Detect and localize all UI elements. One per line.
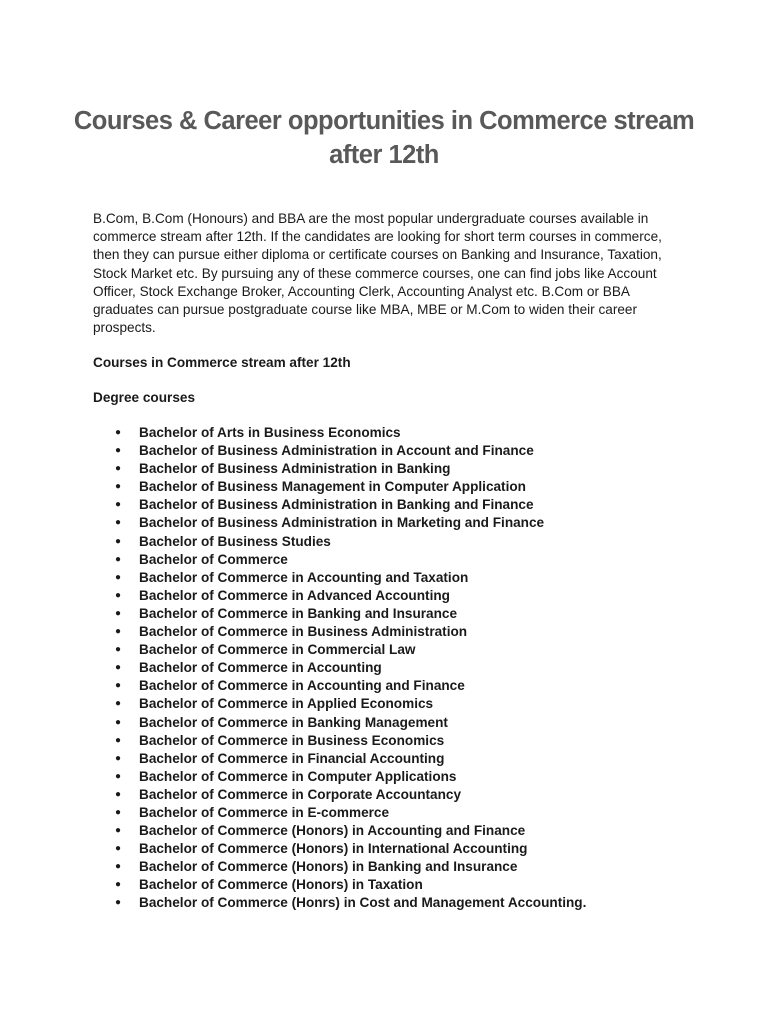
course-name: Bachelor of Business Studies <box>139 533 331 549</box>
list-item <box>93 478 693 496</box>
bullet-icon: ● <box>115 445 122 457</box>
list-item <box>93 569 693 587</box>
bullet-icon: ● <box>115 662 122 674</box>
course-name: Bachelor of Commerce in Applied Economics <box>139 696 434 712</box>
list-item <box>93 768 693 786</box>
list-item <box>93 786 693 804</box>
course-name: Bachelor of Commerce (Honors) in Taxation <box>139 877 423 893</box>
course-name: Bachelor of Business Administration in Banking <box>139 461 451 477</box>
bullet-icon: ● <box>115 716 122 728</box>
list-item <box>93 514 693 532</box>
course-name: Bachelor of Arts in Business Economics <box>139 425 401 440</box>
list-item <box>93 804 693 822</box>
bullet-icon: ● <box>115 644 122 656</box>
course-name: Bachelor of Commerce in Accounting <box>139 660 382 676</box>
bullet-icon: ● <box>115 463 122 475</box>
subsection-heading: Degree courses <box>93 390 196 405</box>
course-name: Bachelor of Commerce (Honrs) in Cost and Management Accounting. <box>139 895 587 911</box>
list-item <box>93 605 693 623</box>
bullet-icon: ● <box>115 861 122 873</box>
list-item <box>93 496 693 514</box>
bullet-icon: ● <box>115 499 122 511</box>
bullet-icon: ● <box>115 806 122 818</box>
bullet-icon: ● <box>115 698 122 710</box>
list-item <box>93 822 693 840</box>
list-item <box>93 623 693 641</box>
bullet-icon: ● <box>115 897 122 909</box>
list-item <box>93 659 693 677</box>
list-item <box>93 858 693 876</box>
course-name: Bachelor of Commerce (Honors) in Banking and Insurance <box>139 859 518 875</box>
bullet-icon: ● <box>115 626 122 638</box>
bullet-icon: ● <box>115 788 122 800</box>
course-name: Bachelor of Commerce (Honors) in Accounting and Finance <box>139 823 526 839</box>
course-name: Bachelor of Commerce in E-commerce <box>139 804 390 820</box>
bullet-icon: ● <box>115 734 122 746</box>
course-name: Bachelor of Commerce in Accounting and Taxation <box>139 569 469 585</box>
list-item <box>93 533 693 551</box>
course-name: Bachelor of Commerce in Computer Applications <box>139 768 457 784</box>
course-name: Bachelor of Business Administration in Marketing and Finance <box>139 515 545 531</box>
course-name: Bachelor of Commerce in Accounting and Finance <box>139 678 465 694</box>
list-item <box>93 714 693 732</box>
section-heading: Courses in Commerce stream after 12th <box>93 355 351 370</box>
list-item <box>93 732 693 750</box>
bullet-icon: ● <box>115 553 122 565</box>
course-name: Bachelor of Commerce in Banking and Insurance <box>139 605 458 621</box>
course-name: Bachelor of Commerce in Commercial Law <box>139 642 416 658</box>
list-item <box>93 424 693 442</box>
bullet-icon: ● <box>115 879 122 891</box>
course-name: Bachelor of Commerce <box>139 551 288 567</box>
bullet-icon: ● <box>115 680 122 692</box>
course-name: Bachelor of Commerce in Corporate Accountancy <box>139 786 462 802</box>
bullet-icon: ● <box>115 535 122 547</box>
bullet-icon: ● <box>115 770 122 782</box>
list-item <box>93 587 693 605</box>
list-item <box>93 750 693 768</box>
list-item <box>93 876 693 894</box>
list-item <box>93 840 693 858</box>
page-title: Courses & Career opportunities in Commerce stream after 12th <box>73 107 695 169</box>
bullet-icon: ● <box>115 517 122 529</box>
bullet-icon: ● <box>115 571 122 583</box>
course-name: Bachelor of Business Management in Computer Application <box>139 479 526 495</box>
list-item <box>93 677 693 695</box>
course-name: Bachelor of Commerce in Business Administration <box>139 624 468 640</box>
list-item <box>93 442 693 460</box>
bullet-icon: ● <box>115 843 122 855</box>
course-name: Bachelor of Commerce in Financial Accounting <box>139 750 445 766</box>
bullet-icon: ● <box>115 481 122 493</box>
course-name: Bachelor of Commerce (Honors) in International Accounting <box>139 841 528 857</box>
bullet-icon: ● <box>115 589 122 601</box>
course-name: Bachelor of Business Administration in Banking and Finance <box>139 497 534 513</box>
bullet-icon: ● <box>115 427 122 438</box>
course-name: Bachelor of Commerce in Business Economics <box>139 732 445 748</box>
intro-paragraph: B.Com, B.Com (Honours) and BBA are the most popular undergraduate courses available in commerce stream after 12th. If the candidates are looking for short term courses in commerce, then they can pursue either diploma or certificate courses on Banking and Insurance, Taxation, Stock Market etc. By pursuing any of these commerce courses, one can find jobs like Account Officer, Stock Exchange Broker, Accounting Clerk, Accounting Analyst etc. B.Com or BBA graduates can pursue postgraduate course like MBA, MBE or M.Com to widen their career prospects. <box>93 211 662 336</box>
bullet-icon: ● <box>115 825 122 837</box>
bullet-icon: ● <box>115 752 122 764</box>
list-item <box>93 641 693 659</box>
course-name: Bachelor of Commerce in Advanced Accounting <box>139 587 450 603</box>
degree-course-list <box>93 424 693 913</box>
list-item <box>93 460 693 478</box>
list-item <box>93 551 693 569</box>
course-name: Bachelor of Commerce in Banking Management <box>139 714 448 730</box>
bullet-icon: ● <box>115 607 122 619</box>
list-item <box>93 695 693 713</box>
course-name: Bachelor of Business Administration in Account and Finance <box>139 443 534 459</box>
list-item <box>93 894 693 912</box>
